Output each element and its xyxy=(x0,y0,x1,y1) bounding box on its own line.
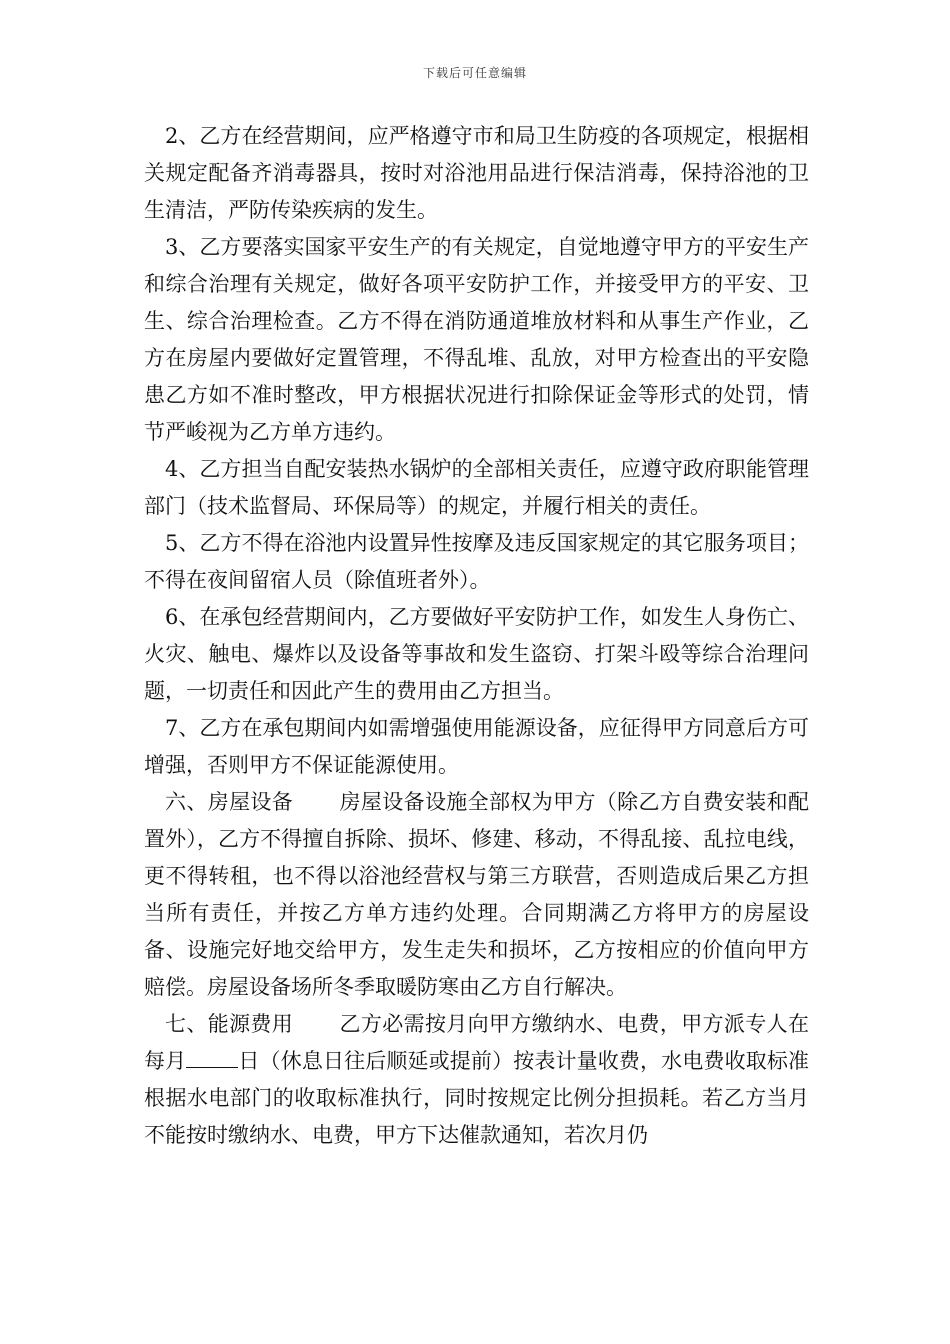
paragraph-item-2: 2、乙方在经营期间，应严格遵守市和局卫生防疫的各项规定，根据相关规定配备齐消毒器具，按时对浴池用品进行保洁消毒，保持浴池的卫生清洁，严防传染疾病的发生。 xyxy=(144,124,809,222)
section-6-heading: 六、房屋设备 xyxy=(165,790,294,814)
section-6-text: 房屋设备设施全部权为甲方（除乙方自费安装和配置外），乙方不得擅自拆除、损坏、修建、移动，不得乱接、乱拉电线，更不得转租，也不得以浴池经营权与第三方联营，否则造成后果乙方担当所有责任，并按乙方单方违约处理。合同期满乙方将甲方的房屋设备、设施完好地交给甲方，发生走失和损坏，乙方按相应的价值向甲方赔偿。房屋设备场所冬季取暖防寒由乙方自行解决。 xyxy=(144,790,810,999)
date-blank-underline xyxy=(186,1047,238,1068)
section-7-heading: 七、能源费用 xyxy=(165,1012,294,1036)
paragraph-item-5: 5、乙方不得在浴池内设置异性按摩及违反国家规定的其它服务项目；不得在夜间留宿人员（除值班者外）。 xyxy=(144,531,809,592)
section-6-paragraph xyxy=(144,784,809,1006)
page-header: 下载后可任意编辑 xyxy=(422,66,527,80)
section-7-text-after: 日（休息日往后顺延或提前）按表计量收费，水电费收取标准根据水电部门的收取标准执行，同时按规定比例分担损耗。若乙方当月不能按时缴纳水、电费，甲方下达催款通知，若次月仍 xyxy=(144,1049,810,1147)
paragraph-item-3: 3、乙方要落实国家平安生产的有关规定，自觉地遵守甲方的平安生产和综合治理有关规定，做好各项平安防护工作，并接受甲方的平安、卫生、综合治理检查。乙方不得在消防通道堆放材料和从事生产作业，乙方在房屋内要做好定置管理，不得乱堆、乱放，对甲方检查出的平安隐患乙方如不准时整改，甲方根据状况进行扣除保证金等形式的处罚，情节严峻视为乙方单方违约。 xyxy=(144,235,809,444)
paragraph-item-6: 6、在承包经营期间内，乙方要做好平安防护工作，如发生人身伤亡、火灾、触电、爆炸以及设备等事故和发生盗窃、打架斗殴等综合治理问题，一切责任和因此产生的费用由乙方担当。 xyxy=(144,605,809,703)
paragraph-item-7: 7、乙方在承包期间内如需增强使用能源设备，应征得甲方同意后方可增强，否则甲方不保证能源使用。 xyxy=(144,716,809,777)
document-body xyxy=(144,118,809,1154)
section-7-paragraph xyxy=(144,1006,809,1154)
section-7-text-before: 乙方必需按月向甲方缴纳水、电费，甲方派专人在每月 xyxy=(144,1012,810,1073)
paragraph-item-4: 4、乙方担当自配安装热水锅炉的全部相关责任，应遵守政府职能管理部门（技术监督局、环保局等）的规定，并履行相关的责任。 xyxy=(144,457,809,518)
